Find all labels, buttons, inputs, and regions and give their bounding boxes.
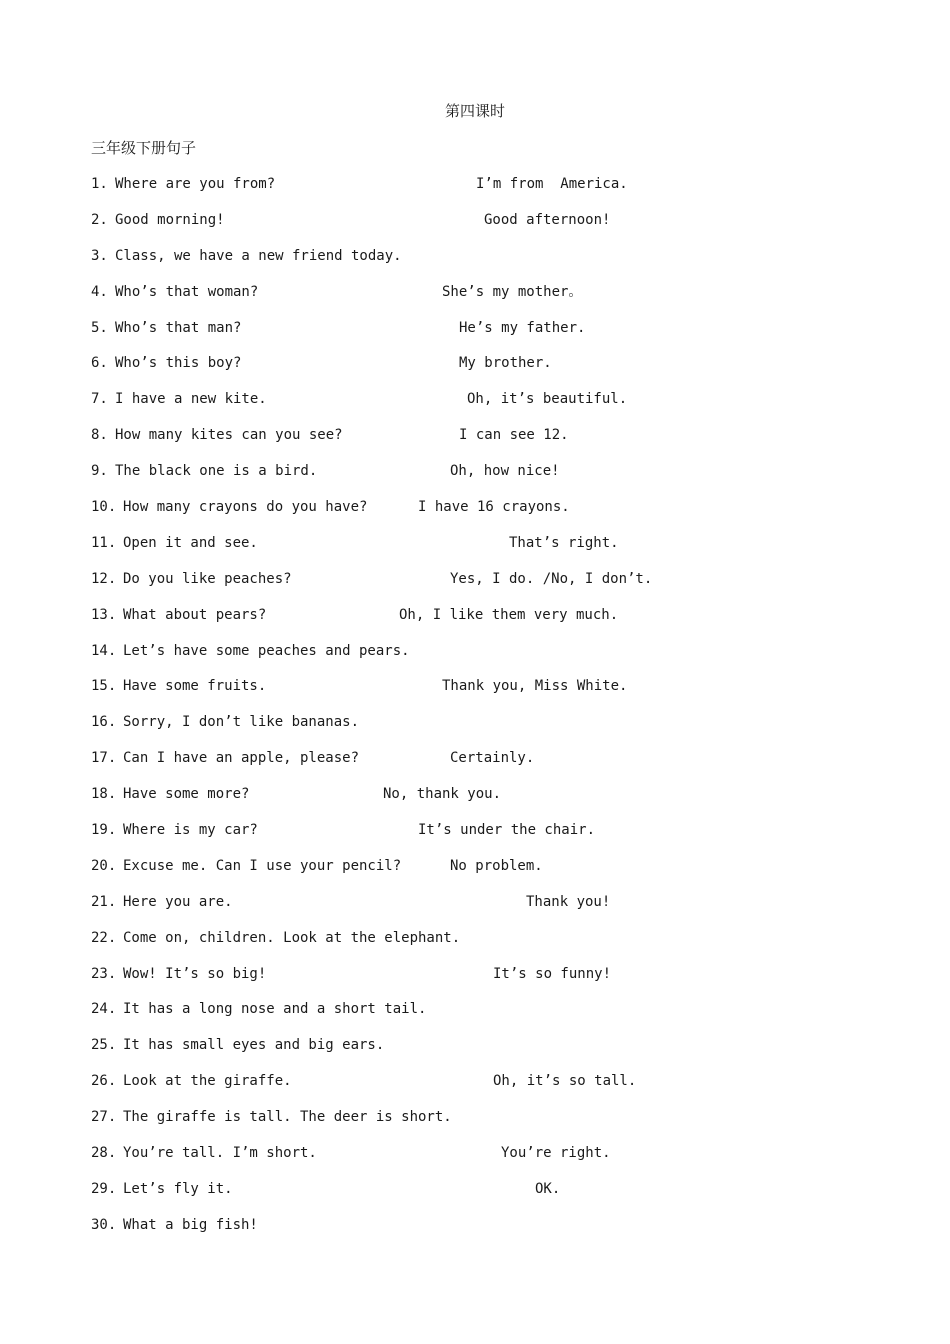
sentence-row [91, 1142, 911, 1178]
sentence-row [91, 388, 911, 424]
sentence-question: Who’s that woman? [115, 283, 259, 300]
sentence-question: Wow! It’s so big! [123, 965, 267, 982]
sentence-number: 19. [91, 822, 117, 839]
sentence-question: It has small eyes and big ears. [123, 1037, 385, 1054]
sentence-number: 21. [91, 893, 117, 910]
sentence-answer: No, thank you. [383, 786, 502, 803]
sentence-number: 30. [91, 1216, 117, 1233]
sentence-number: 5. [91, 319, 108, 336]
sentence-number: 6. [91, 355, 108, 372]
sentence-number: 3. [91, 247, 108, 264]
sentence-number: 23. [91, 965, 117, 982]
sentence-row [91, 1106, 911, 1142]
sentence-row [91, 640, 911, 676]
sentence-row [91, 424, 911, 460]
sentence-question: How many kites can you see? [115, 427, 343, 444]
sentence-question: Excuse me. Can I use your pencil? [123, 857, 402, 874]
sentence-answer: It’s under the chair. [418, 822, 596, 839]
sentence-number: 25. [91, 1037, 117, 1054]
sentence-answer: He’s my father. [459, 319, 586, 336]
sentence-number: 29. [91, 1180, 117, 1197]
sentence-number: 10. [91, 499, 117, 516]
sentence-question: Sorry, I don’t like bananas. [123, 714, 360, 731]
sentence-row [91, 998, 911, 1034]
sentence-number: 16. [91, 714, 117, 731]
sentence-answer: Oh, it’s so tall. [493, 1073, 637, 1090]
sentence-number: 15. [91, 678, 117, 695]
sentence-question: Have some more? [123, 786, 250, 803]
sentence-number: 24. [91, 1001, 117, 1018]
sentence-number: 8. [91, 427, 108, 444]
sentence-question: The black one is a bird. [115, 463, 318, 480]
sentence-question: The giraffe is tall. The deer is short. [123, 1109, 452, 1126]
sentence-number: 4. [91, 283, 108, 300]
sentence-question: Class, we have a new friend today. [115, 247, 402, 264]
sentence-answer: I can see 12. [459, 427, 569, 444]
sentence-row [91, 352, 911, 388]
sentence-question: Have some fruits. [123, 678, 267, 695]
sentence-question: Where is my car? [123, 822, 258, 839]
sentence-row [91, 496, 911, 532]
page-title: 第四课时 [444, 102, 505, 120]
sentence-row [91, 783, 911, 819]
sentence-question: Here you are. [123, 893, 233, 910]
sentence-number: 9. [91, 463, 108, 480]
sentence-number: 11. [91, 534, 117, 551]
sentence-row [91, 568, 911, 604]
sentence-number: 14. [91, 642, 117, 659]
sentence-answer: Good afternoon! [484, 211, 611, 228]
sentence-row [91, 317, 911, 353]
sentence-question: It has a long nose and a short tail. [123, 1001, 427, 1018]
sentence-row [91, 173, 911, 209]
sentence-answer: My brother. [459, 355, 552, 372]
sentence-row [91, 855, 911, 891]
sentence-answer: Thank you, Miss White. [442, 678, 628, 695]
sentence-number: 2. [91, 211, 108, 228]
sentence-row [91, 711, 911, 747]
sentence-answer: I’m from America. [476, 176, 628, 192]
sentence-row [91, 604, 911, 640]
sentence-answer: It’s so funny! [493, 965, 612, 982]
sentence-answer: You’re right. [501, 1145, 611, 1162]
sentence-answer: That’s right. [509, 534, 619, 551]
sentence-number: 22. [91, 929, 117, 946]
sentence-row [91, 675, 911, 711]
sentence-row [91, 281, 911, 317]
sentence-question: Good morning! [115, 211, 225, 228]
sentence-row [91, 245, 911, 281]
sentence-number: 20. [91, 857, 117, 874]
sentence-row [91, 927, 911, 963]
sentence-answer: Thank you! [526, 893, 611, 910]
sentence-row [91, 1070, 911, 1106]
sentence-row [91, 1214, 911, 1250]
sentence-answer: No problem. [450, 857, 543, 874]
sentence-row [91, 891, 911, 927]
sentence-list [91, 173, 911, 1250]
sentence-answer: Certainly. [450, 750, 535, 767]
sentence-answer: Oh, how nice! [450, 463, 560, 480]
sentence-question: Come on, children. Look at the elephant. [123, 929, 461, 946]
sentence-row [91, 747, 911, 783]
sentence-number: 27. [91, 1109, 117, 1126]
sentence-number: 18. [91, 786, 117, 803]
sentence-row [91, 532, 911, 568]
sentence-row [91, 1034, 911, 1070]
sentence-row [91, 209, 911, 245]
sentence-question: I have a new kite. [115, 391, 267, 408]
sentence-answer: OK. [535, 1180, 561, 1197]
section-heading: 三年级下册句子 [91, 139, 197, 157]
sentence-question: How many crayons do you have? [123, 499, 368, 516]
sentence-number: 1. [91, 176, 108, 192]
sentence-question: What a big fish! [123, 1216, 258, 1233]
sentence-number: 13. [91, 606, 117, 623]
sentence-question: You’re tall. I’m short. [123, 1145, 317, 1162]
sentence-number: 7. [91, 391, 108, 408]
sentence-number: 17. [91, 750, 117, 767]
sentence-row [91, 460, 911, 496]
sentence-question: What about pears? [123, 606, 267, 623]
sentence-question: Let’s have some peaches and pears. [123, 642, 410, 659]
sentence-question: Where are you from? [115, 176, 276, 192]
sentence-row [91, 1178, 911, 1214]
sentence-question: Can I have an apple, please? [123, 750, 360, 767]
sentence-row [91, 819, 911, 855]
sentence-number: 26. [91, 1073, 117, 1090]
sentence-question: Who’s this boy? [115, 355, 242, 372]
sentence-question: Look at the giraffe. [123, 1073, 292, 1090]
sentence-question: Who’s that man? [115, 319, 242, 336]
sentence-answer: She’s my mother。 [442, 283, 583, 300]
sentence-question: Do you like peaches? [123, 570, 292, 587]
sentence-question: Open it and see. [123, 534, 258, 551]
sentence-answer: Oh, I like them very much. [399, 606, 619, 623]
sentence-answer: Yes, I do. /No, I don’t. [450, 570, 653, 587]
sentence-question: Let’s fly it. [123, 1180, 233, 1197]
sentence-answer: Oh, it’s beautiful. [467, 391, 628, 408]
sentence-row [91, 963, 911, 999]
sentence-number: 28. [91, 1145, 117, 1162]
sentence-number: 12. [91, 570, 117, 587]
sentence-answer: I have 16 crayons. [418, 499, 570, 516]
